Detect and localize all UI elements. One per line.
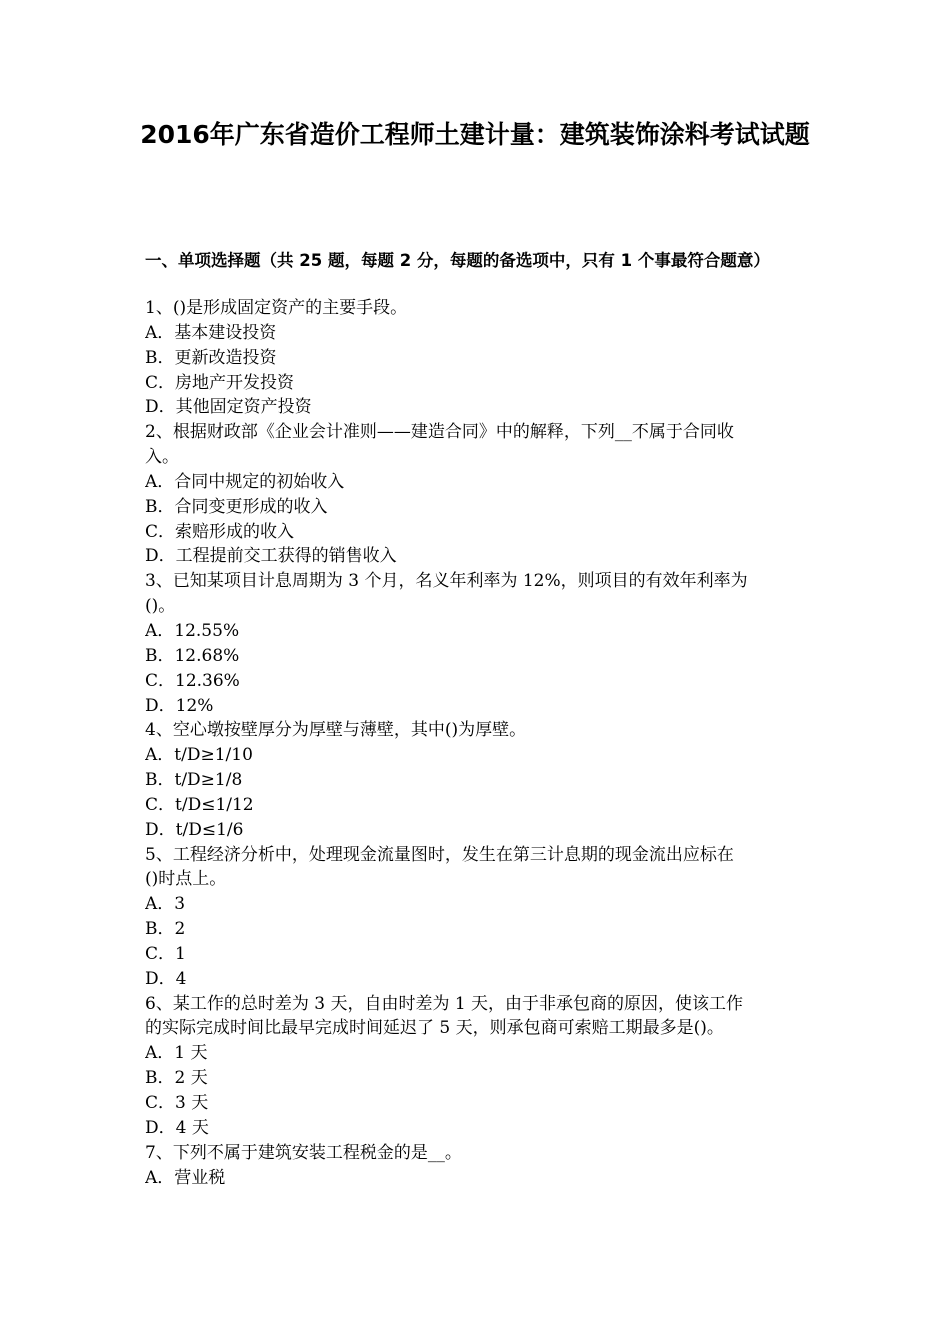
answer-option: C．12.36% bbox=[145, 670, 240, 691]
question-stem: 7、下列不属于建筑安装工程税金的是__。 bbox=[145, 1142, 462, 1163]
answer-option: D．工程提前交工获得的销售收入 bbox=[145, 546, 397, 567]
answer-option: A．3 bbox=[145, 894, 186, 915]
answer-option: D．t/D≤1/6 bbox=[145, 819, 244, 840]
answer-option: C．t/D≤1/12 bbox=[145, 794, 254, 815]
answer-option: A．t/D≥1/10 bbox=[145, 745, 253, 766]
question-stem: 的实际完成时间比最早完成时间延迟了 5 天，则承包商可索赔工期最多是()。 bbox=[145, 1018, 724, 1039]
question-stem: 6、某工作的总时差为 3 天，自由时差为 1 天，由于非承包商的原因，使该工作 bbox=[145, 993, 744, 1014]
answer-option: B．2 天 bbox=[145, 1068, 208, 1089]
question-stem: 2、根据财政部《企业会计准则——建造合同》中的解释，下列__不属于合同收 bbox=[145, 422, 734, 443]
question-stem: ()。 bbox=[145, 596, 176, 617]
section-heading: 一、单项选择题（共 25 题，每题 2 分，每题的备选项中，只有 1 个事最符合题意） bbox=[145, 251, 770, 270]
answer-option: A．合同中规定的初始收入 bbox=[145, 471, 345, 492]
answer-option: B．合同变更形成的收入 bbox=[145, 496, 328, 517]
answer-option: C．1 bbox=[145, 943, 186, 964]
question-item bbox=[145, 843, 810, 992]
question-item bbox=[145, 992, 810, 1141]
answer-option: B．2 bbox=[145, 919, 186, 940]
question-item bbox=[145, 1141, 810, 1191]
question-stem: 3、已知某项目计息周期为 3 个月，名义年利率为 12%，则项目的有效年利率为 bbox=[145, 571, 748, 592]
answer-option: C．索赔形成的收入 bbox=[145, 521, 295, 542]
question-item bbox=[145, 296, 810, 420]
answer-option: A．营业税 bbox=[145, 1167, 226, 1188]
question-list bbox=[145, 296, 810, 1190]
answer-option: B．12.68% bbox=[145, 645, 240, 666]
answer-option: C．3 天 bbox=[145, 1093, 209, 1113]
answer-option: D．4 bbox=[145, 968, 187, 989]
question-item bbox=[145, 420, 810, 569]
question-stem: ()时点上。 bbox=[145, 869, 227, 890]
question-stem: 1、()是形成固定资产的主要手段。 bbox=[145, 298, 408, 318]
answer-option: D．其他固定资产投资 bbox=[145, 397, 312, 418]
answer-option: C．房地产开发投资 bbox=[145, 372, 295, 393]
answer-option: A．1 天 bbox=[145, 1043, 208, 1064]
answer-option: A．基本建设投资 bbox=[145, 322, 277, 343]
answer-option: D．12% bbox=[145, 695, 214, 716]
question-item bbox=[145, 718, 810, 842]
answer-option: B．更新改造投资 bbox=[145, 347, 277, 368]
answer-option: B．t/D≥1/8 bbox=[145, 770, 243, 791]
question-stem: 入。 bbox=[145, 447, 179, 468]
document-title: 2016年广东省造价工程师土建计量：建筑装饰涂料考试试题 bbox=[140, 120, 810, 149]
answer-option: A．12.55% bbox=[145, 620, 240, 641]
question-stem: 4、空心墩按壁厚分为厚壁与薄壁，其中()为厚壁。 bbox=[145, 720, 527, 741]
answer-option: D．4 天 bbox=[145, 1117, 209, 1138]
question-item bbox=[145, 569, 810, 718]
question-stem: 5、工程经济分析中，处理现金流量图时，发生在第三计息期的现金流出应标在 bbox=[145, 844, 734, 865]
